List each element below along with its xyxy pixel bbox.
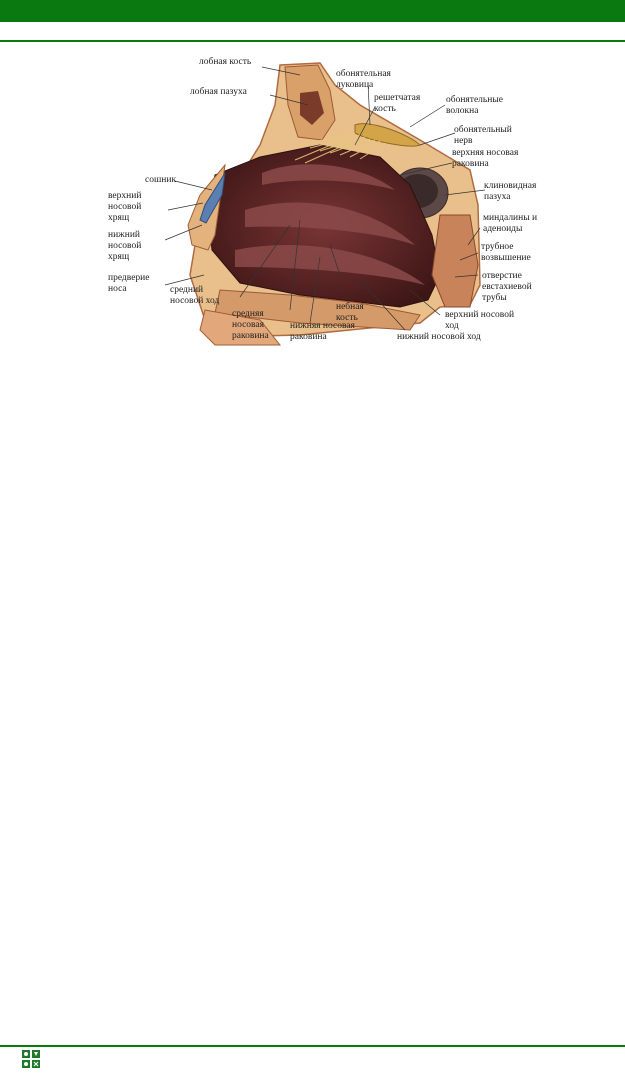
label-ethmoid-bone: решетчатая кость: [374, 93, 421, 114]
label-olfactory-bulb: обонятельная луковица: [336, 69, 391, 90]
label-sphenoid-sinus: клиновидная пазуха: [484, 181, 537, 202]
label-eustachian-opening: отверстие евстахиевой трубы: [482, 271, 532, 303]
label-upper-cartilage: верхний носовой хрящ: [108, 191, 142, 223]
label-torus-tubarius: трубное возвышение: [481, 242, 531, 263]
label-olfactory-fibers: обонятельные волокна: [446, 95, 503, 116]
label-palatine-bone: небная кость: [336, 302, 364, 323]
header-bar: [0, 0, 625, 22]
label-vomer: сошник: [145, 175, 177, 185]
label-inferior-meatus: нижний носовой ход: [397, 332, 481, 342]
pharynx-shape: [432, 215, 478, 307]
label-middle-meatus: средний носовой ход: [170, 285, 220, 306]
label-superior-meatus: верхний носовой ход: [445, 310, 515, 331]
footer-rule: [0, 1045, 625, 1047]
label-inferior-concha: нижняя носовая раковина: [290, 321, 355, 342]
nasal-cavity-figure: [0, 45, 625, 350]
label-tonsils: миндалины и аденоиды: [483, 213, 538, 234]
footer-logo-icon: [21, 1049, 41, 1069]
label-superior-concha: верхняя носовая раковина: [452, 148, 519, 169]
label-middle-concha: средняя носовая раковина: [232, 309, 269, 341]
label-frontal-bone: лобная кость: [199, 57, 252, 67]
label-frontal-sinus: лобная пазуха: [190, 87, 247, 97]
label-olfactory-nerve: обонятельный нерв: [454, 125, 512, 146]
label-lower-cartilage: нижний носовой хрящ: [108, 230, 142, 262]
label-nasal-vestibule: предверие носа: [108, 273, 150, 294]
header-rule: [0, 40, 625, 42]
